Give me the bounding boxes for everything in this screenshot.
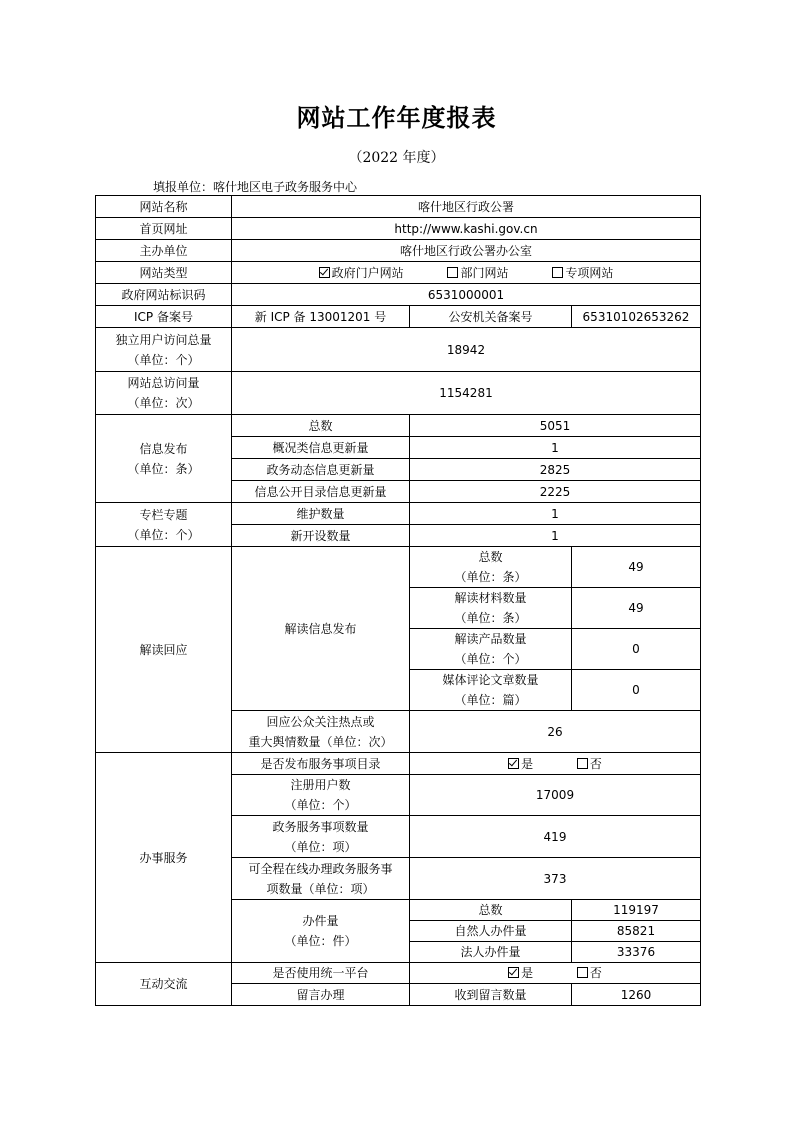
column-item-value: 1 (410, 525, 701, 547)
info-item-label: 总数 (232, 415, 410, 437)
info-item-label: 政务动态信息更新量 (232, 459, 410, 481)
sponsor-label: 主办单位 (96, 240, 232, 262)
info-item-value: 5051 (410, 415, 701, 437)
checkbox-checked-icon[interactable] (319, 267, 330, 278)
interpret-sub-label: 解读信息发布 (232, 547, 410, 711)
platform-label: 是否使用统一平台 (232, 963, 410, 984)
info-item-value: 1 (410, 437, 701, 459)
service-label: 办事服务 (96, 753, 232, 963)
total-visits-value: 1154281 (232, 372, 701, 415)
interpret-item-label: 解读材料数量 （单位：条） (410, 588, 572, 629)
response-label: 回应公众关注热点或 重大舆情数量（单位：次） (232, 711, 410, 753)
online-value: 373 (410, 858, 701, 900)
checkbox-empty-icon[interactable] (447, 267, 458, 278)
messages-value: 1260 (572, 984, 701, 1006)
sponsor-value: 喀什地区行政公署办公室 (232, 240, 701, 262)
table-row (96, 218, 701, 240)
messages-sub-label: 收到留言数量 (410, 984, 572, 1006)
volume-item-label: 法人办件量 (410, 942, 572, 963)
table-row (96, 284, 701, 306)
info-item-label: 概况类信息更新量 (232, 437, 410, 459)
volume-item-label: 总数 (410, 900, 572, 921)
platform-yes[interactable]: 是 (508, 963, 533, 983)
unique-visitors-value: 18942 (232, 328, 701, 372)
site-type-options (232, 262, 701, 284)
interaction-label: 互动交流 (96, 963, 232, 1006)
homepage-value[interactable]: http://www.kashi.gov.cn (232, 218, 701, 240)
table-row (96, 547, 701, 588)
interpret-item-label: 总数 （单位：条） (410, 547, 572, 588)
option-special[interactable]: 专项网站 (552, 263, 613, 283)
report-year: （2022 年度） (348, 150, 445, 166)
table-row (96, 753, 701, 775)
volume-item-label: 自然人办件量 (410, 921, 572, 942)
interpret-label: 解读回应 (96, 547, 232, 753)
online-label: 可全程在线办理政务服务事 项数量（单位：项） (232, 858, 410, 900)
volume-item-value: 119197 (572, 900, 701, 921)
column-item-label: 维护数量 (232, 503, 410, 525)
police-label: 公安机关备案号 (410, 306, 572, 328)
response-value: 26 (410, 711, 701, 753)
site-type-label: 网站类型 (96, 262, 232, 284)
option-department[interactable]: 部门网站 (447, 263, 508, 283)
gov-id-label: 政府网站标识码 (96, 284, 232, 306)
checkbox-empty-icon[interactable] (577, 758, 588, 769)
gov-id-value: 6531000001 (232, 284, 701, 306)
homepage-label: 首页网址 (96, 218, 232, 240)
site-name-value: 喀什地区行政公署 (232, 196, 701, 218)
messages-label: 留言办理 (232, 984, 410, 1006)
checkbox-empty-icon[interactable] (552, 267, 563, 278)
volume-label: 办件量 （单位：件） (232, 900, 410, 963)
table-row (96, 503, 701, 525)
table-row (96, 262, 701, 284)
icp-label: ICP 备案号 (96, 306, 232, 328)
option-portal[interactable]: 政府门户网站 (319, 263, 404, 283)
volume-item-value: 85821 (572, 921, 701, 942)
police-value: 65310102653262 (572, 306, 701, 328)
table-row (96, 196, 701, 218)
column-item-label: 新开设数量 (232, 525, 410, 547)
catalog-label: 是否发布服务事项目录 (232, 753, 410, 775)
table-row (96, 415, 701, 437)
info-item-value: 2225 (410, 481, 701, 503)
table-row (96, 963, 701, 984)
interpret-item-label: 媒体评论文章数量 （单位：篇） (410, 670, 572, 711)
info-item-value: 2825 (410, 459, 701, 481)
catalog-options (410, 753, 701, 775)
table-row (96, 372, 701, 415)
info-item-label: 信息公开目录信息更新量 (232, 481, 410, 503)
column-item-value: 1 (410, 503, 701, 525)
platform-no[interactable]: 否 (577, 963, 602, 983)
volume-item-value: 33376 (572, 942, 701, 963)
report-title: 网站工作年度报表 (296, 104, 497, 132)
unique-visitors-label: 独立用户访问总量 （单位：个） (96, 328, 232, 372)
matters-value: 419 (410, 816, 701, 858)
interpret-item-value: 49 (572, 547, 701, 588)
column-label: 专栏专题 （单位：个） (96, 503, 232, 547)
table-row (96, 306, 701, 328)
checkbox-checked-icon[interactable] (508, 758, 519, 769)
info-label: 信息发布 （单位：条） (96, 415, 232, 503)
platform-options (410, 963, 701, 984)
report-table (95, 195, 701, 1006)
checkbox-empty-icon[interactable] (577, 967, 588, 978)
table-row (96, 328, 701, 372)
icp-value: 新 ICP 备 13001201 号 (232, 306, 410, 328)
interpret-item-label: 解读产品数量 （单位：个） (410, 629, 572, 670)
total-visits-label: 网站总访问量 （单位：次） (96, 372, 232, 415)
interpret-item-value: 49 (572, 588, 701, 629)
interpret-item-value: 0 (572, 629, 701, 670)
checkbox-checked-icon[interactable] (508, 967, 519, 978)
users-value: 17009 (410, 775, 701, 816)
table-row (96, 240, 701, 262)
catalog-yes[interactable]: 是 (508, 754, 533, 774)
catalog-no[interactable]: 否 (577, 754, 602, 774)
interpret-item-value: 0 (572, 670, 701, 711)
site-name-label: 网站名称 (96, 196, 232, 218)
matters-label: 政务服务事项数量 （单位：项） (232, 816, 410, 858)
users-label: 注册用户数 （单位：个） (232, 775, 410, 816)
fill-unit: 填报单位：喀什地区电子政务服务中心 (153, 180, 358, 194)
